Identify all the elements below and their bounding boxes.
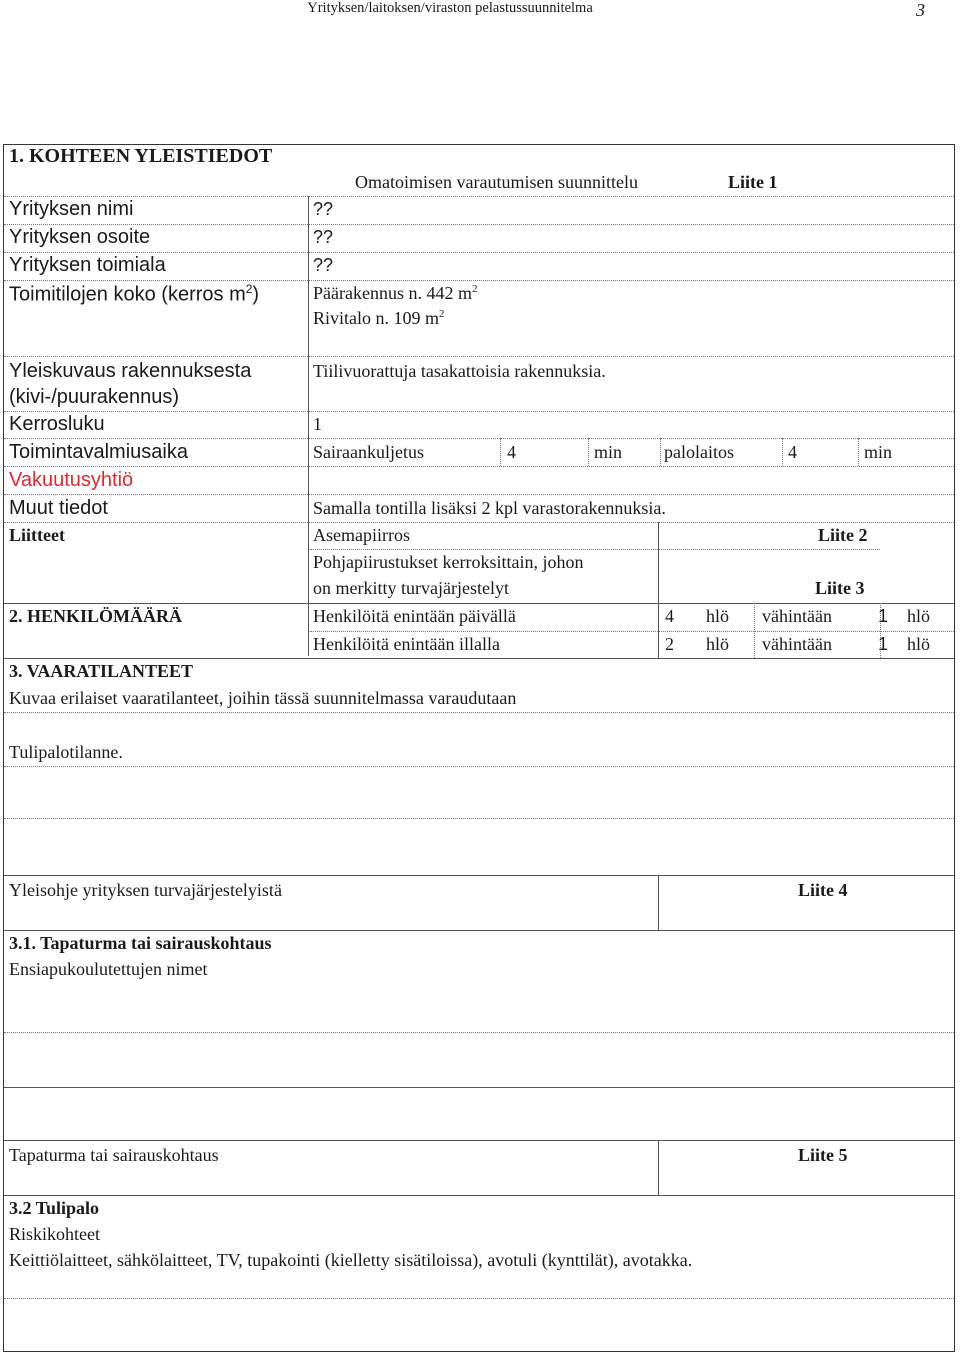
site-plan-label: Asemapiirros [313, 525, 410, 545]
fire-situation-value[interactable]: Tulipalotilanne. [9, 742, 123, 762]
premises-main-value[interactable] [313, 283, 477, 304]
attachment-ref: Liite 3 [815, 578, 865, 598]
attachment-ref: Liite 2 [818, 525, 868, 545]
section-heading: 2. HENKILÖMÄÄRÄ [9, 606, 183, 626]
column-divider [858, 438, 859, 466]
evening-unit: hlö [706, 634, 730, 654]
row-divider [4, 875, 954, 876]
premises-main-text: Päärakennus n. 442 m [313, 283, 472, 303]
column-divider [500, 438, 501, 466]
day-unit: hlö [706, 606, 730, 626]
column-divider [658, 875, 659, 930]
row-divider [4, 196, 954, 197]
first-aid-label: Ensiapukoulutettujen nimet [9, 959, 208, 979]
evening-value[interactable]: 2 [665, 634, 674, 654]
evening-min-unit: hlö [907, 634, 931, 654]
evening-min-label: vähintään [762, 634, 832, 654]
section-heading: 3.1. Tapaturma tai sairauskohtaus [9, 933, 272, 953]
section-heading: 1. KOHTEEN YLEISTIEDOT [9, 145, 273, 167]
row-divider [4, 658, 954, 659]
company-address-value[interactable]: ?? [313, 227, 334, 247]
company-address-label: Yrityksen osoite [9, 226, 151, 248]
day-value[interactable]: 4 [665, 606, 674, 626]
company-field-value[interactable]: ?? [313, 255, 334, 275]
floor-plans-label-sub: on merkitty turvajärjestelyt [313, 578, 509, 598]
ambulance-label: Sairaankuljetus [313, 442, 424, 462]
column-divider [308, 196, 309, 656]
row-divider [4, 1298, 954, 1299]
floors-label: Kerrosluku [9, 413, 105, 435]
document-title: Yrityksen/laitoksen/viraston pelastussuunnitelma [307, 0, 593, 16]
column-divider [658, 522, 659, 658]
column-divider [658, 1140, 659, 1195]
page-number: 3 [916, 0, 925, 20]
ambulance-unit: min [594, 442, 623, 462]
superscript: 2 [245, 282, 253, 296]
security-guide-label: Yleisohje yrityksen turvajärjestelyistä [9, 880, 282, 900]
day-min-unit: hlö [907, 606, 931, 626]
row-divider [4, 466, 954, 467]
row-divider [4, 356, 954, 357]
row-divider [4, 252, 954, 253]
row-divider [4, 712, 954, 713]
row-divider [310, 631, 954, 632]
row-divider [4, 522, 954, 523]
attachment-ref: Liite 4 [798, 880, 848, 900]
risk-label: Riskikohteet [9, 1224, 100, 1244]
ambulance-value[interactable]: 4 [507, 442, 516, 462]
premises-row-text: Rivitalo n. 109 m [313, 308, 439, 328]
row-divider [4, 224, 954, 225]
other-info-value[interactable]: Samalla tontilla lisäksi 2 kpl varastorakennuksia. [313, 498, 666, 518]
row-divider [4, 603, 954, 604]
row-divider [4, 494, 954, 495]
evening-min-value[interactable]: 1 [878, 634, 889, 654]
day-min-label: vähintään [762, 606, 832, 626]
column-divider [782, 438, 783, 466]
evening-label: Henkilöitä enintään illalla [313, 634, 500, 654]
premises-size-label-end: ) [252, 283, 260, 306]
floor-plans-label: Pohjapiirustukset kerroksittain, johon [313, 552, 584, 572]
premises-row-value[interactable] [313, 308, 445, 329]
column-divider [754, 603, 755, 658]
attachment-ref: Liite 5 [798, 1145, 848, 1165]
day-label: Henkilöitä enintään päivällä [313, 606, 516, 626]
row-divider [4, 280, 954, 281]
fire-dept-value[interactable]: 4 [788, 442, 797, 462]
superscript: 2 [471, 283, 478, 295]
premises-size-label-text: Toimitilojen koko (kerros m [9, 283, 246, 306]
row-divider [4, 1140, 954, 1141]
section-subtitle: Omatoimisen varautumisen suunnittelu [355, 172, 638, 192]
row-divider [4, 1195, 954, 1196]
row-divider [4, 438, 954, 439]
section-heading: 3. VAARATILANTEET [9, 661, 194, 681]
row-divider [4, 1087, 954, 1088]
column-divider [660, 438, 661, 466]
company-field-label: Yrityksen toimiala [9, 254, 166, 276]
row-divider [4, 411, 954, 412]
section-heading: 3.2 Tulipalo [9, 1198, 100, 1218]
row-divider [4, 766, 954, 767]
insurance-label: Vakuutusyhtiö [9, 469, 134, 491]
day-min-value[interactable]: 1 [878, 606, 889, 626]
fire-dept-unit: min [864, 442, 893, 462]
other-info-label: Muut tiedot [9, 497, 108, 519]
response-time-label: Toimintavalmiusaika [9, 441, 188, 463]
attachment-ref: Liite 1 [728, 172, 778, 192]
superscript: 2 [439, 308, 445, 320]
floors-value[interactable]: 1 [313, 414, 322, 434]
row-divider [4, 1032, 954, 1033]
building-overview-label-sub: (kivi-/puurakennus) [9, 386, 180, 408]
company-name-value[interactable]: ?? [313, 199, 334, 219]
building-overview-label: Yleiskuvaus rakennuksesta [9, 360, 252, 382]
accident-label: Tapaturma tai sairauskohtaus [9, 1145, 219, 1165]
column-divider [588, 438, 589, 466]
premises-size-label [9, 282, 259, 307]
form-frame [3, 144, 955, 1352]
row-divider [4, 818, 954, 819]
row-divider [4, 930, 954, 931]
building-overview-value[interactable]: Tiilivuorattuja tasakattoisia rakennuksia. [313, 361, 606, 381]
risk-value[interactable]: Keittiölaitteet, sähkölaitteet, TV, tupakointi (kielletty sisätiloissa), avotuli (kynttilät), avotakka. [9, 1250, 693, 1270]
fire-dept-label: palolaitos [664, 442, 734, 462]
company-name-label: Yrityksen nimi [9, 198, 134, 220]
attachments-label: Liitteet [9, 525, 65, 545]
row-divider [310, 549, 880, 550]
hazards-instruction: Kuvaa erilaiset vaaratilanteet, joihin tässä suunnitelmassa varaudutaan [9, 688, 517, 708]
